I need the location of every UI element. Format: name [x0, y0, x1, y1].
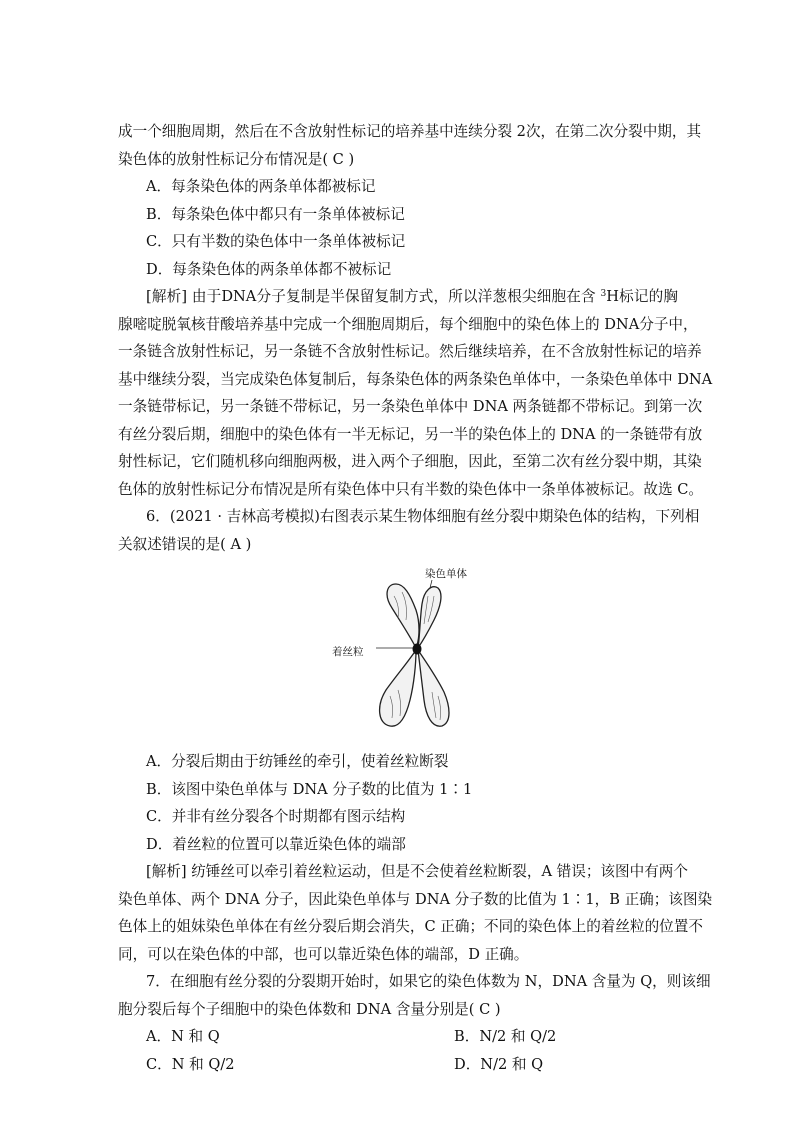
- q6-option-b: B．该图中染色单体与 DNA 分子数的比值为 1∶1: [146, 780, 473, 798]
- q7-stem-line-2: 胞分裂后每个子细胞中的染色体数和 DNA 含量分别是( C ): [118, 1000, 501, 1018]
- q5-analysis-line-7: 射性标记，它们随机移向细胞两极，进入两个子细胞，因此，至第二次有丝分裂中期，其染: [118, 453, 702, 470]
- q6-stem-line-1: 6．(2021 · 吉林高考模拟)右图表示某生物体细胞有丝分裂中期染色体的结构，下列相: [146, 508, 700, 525]
- q5-analysis-line-6: 有丝分裂后期，细胞中的染色体有一半无标记，另一半的染色体上的 DNA 的一条链带有放: [118, 425, 703, 443]
- q6-analysis-line-4: 同，可以在染色体的中部，也可以靠近染色体的端部，D 正确。: [118, 945, 529, 963]
- q5-stem-line-1: 成一个细胞周期，然后在不含放射性标记的培养基中连续分裂 2次，在第二次分裂中期，其: [118, 123, 702, 140]
- q7-options-row-1: [118, 1023, 678, 1051]
- label-chromatid: 染色单体: [425, 568, 467, 580]
- q6-option-c: C．并非有丝分裂各个时期都有图示结构: [146, 808, 406, 825]
- q5-stem-line-2: 染色体的放射性标记分布情况是( C ): [118, 150, 355, 168]
- q5-analysis-line-2: 腺嘧啶脱氧核苷酸培养基中完成一个细胞周期后，每个细胞中的染色体上的 DNA分子中，: [118, 315, 698, 333]
- label-centromere: 着丝粒: [332, 646, 364, 658]
- q5-option-b: B．每条染色体中都只有一条单体被标记: [146, 205, 405, 223]
- q5-analysis-line-5: 一条链带标记，另一条链不带标记，另一条染色单体中 DNA 两条链都不带标记。到第一次: [118, 398, 703, 415]
- q6-analysis: [118, 858, 713, 968]
- q7-option-d: D．N/2 和 Q: [454, 1055, 544, 1073]
- chromosome-diagram: [340, 566, 460, 741]
- chromosome-figure: [118, 566, 678, 744]
- q5-analysis-line-3: 一条链含放射性标记，另一条链不含放射性标记。然后继续培养，在不含放射性标记的培养: [118, 343, 702, 360]
- q5-analysis-line-4: 基中继续分裂，当完成染色体复制后，每条染色体的两条染色单体中，一条染色单体中 DNA: [118, 370, 713, 388]
- centromere-mark: [413, 644, 422, 655]
- q6-analysis-line-2: 染色单体、两个 DNA 分子，因此染色单体与 DNA 分子数的比值为 1∶1，B 正确；该图染: [118, 890, 713, 908]
- q5-analysis-line-8: 色体的放射性标记分布情况是所有染色体中只有半数的染色体中一条单体被标记。故选 C。: [118, 480, 703, 498]
- q5-option-d: D．每条染色体的两条单体都不被标记: [146, 260, 392, 278]
- q5-option-c: C．只有半数的染色体中一条单体被标记: [146, 233, 406, 250]
- q5-option-a: A．每条染色体的两条单体都被标记: [146, 178, 376, 195]
- q6-stem-line-2: 关叙述错误的是( A ): [118, 535, 252, 553]
- q7-option-b: B．N/2 和 Q/2: [454, 1028, 557, 1045]
- q5-analysis-line-1: [解析] 由于DNA分子复制是半保留复制方式，所以洋葱根尖细胞在含 $^3$H标记的胸: [146, 288, 678, 305]
- q7-option-c: C．N 和 Q/2: [146, 1055, 235, 1073]
- q7-options-row-2: [118, 1051, 678, 1079]
- q5-analysis: [118, 283, 713, 503]
- q6-analysis-line-3: 色体上的姐妹染色单体在有丝分裂后期会消失，C 正确；不同的染色体上的着丝粒的位置不: [118, 918, 703, 935]
- q6-option-a: A．分裂后期由于纺锤丝的牵引，使着丝粒断裂: [146, 753, 449, 770]
- q7-option-a: A．N 和 Q: [146, 1028, 220, 1045]
- q6-analysis-line-1: [解析] 纺锤丝可以牵引着丝粒运动，但是不会使着丝粒断裂，A 错误；该图中有两个: [146, 863, 688, 880]
- q6-option-d: D．着丝粒的位置可以靠近染色体的端部: [146, 835, 406, 853]
- q7-stem-line-1: 7．在细胞有丝分裂的分裂期开始时，如果它的染色体数为 N，DNA 含量为 Q，则该细: [146, 973, 711, 990]
- document-page: [118, 118, 713, 1078]
